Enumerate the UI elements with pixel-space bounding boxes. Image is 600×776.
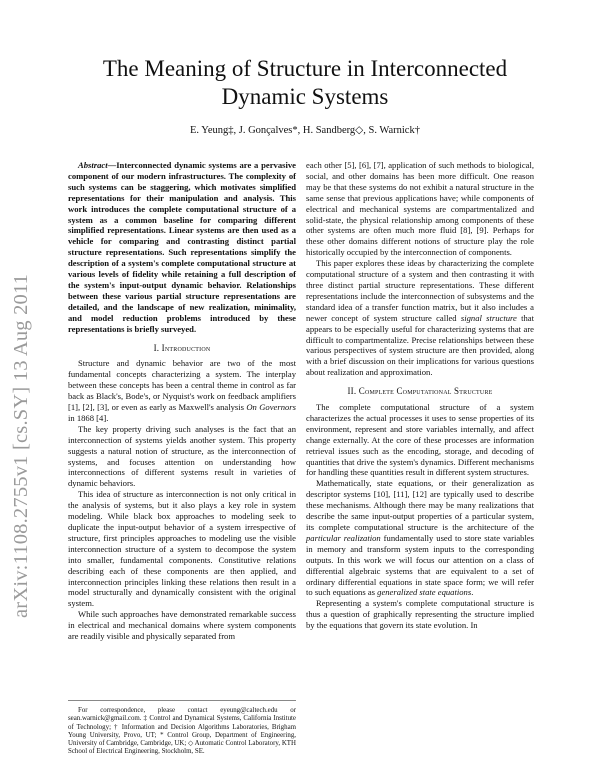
right-p2-italic: signal structure: [460, 312, 517, 323]
right-paragraph-3: The complete computational structure of a system characterizes the actual processes it uses to sense properties of its environment, represent and store variables internally, and affect change externally. At the core of these processes are information retrieval issues such as the encoding, storage, and decoding of quantities that drive the system's dynamics. Different mechanisms for handling these quantities result in different system structures.: [306, 402, 534, 478]
intro-paragraph-2: The key property driving such analyses is the fact that an interconnection of systems yields another system. This property suggests a natural notion of structure, as the interconnection of systems, and focuses attention on understanding how interconnections of different systems result in varieties of dynamic behaviors.: [68, 423, 296, 489]
right-paragraph-4: [306, 478, 534, 598]
right-p4-text: Mathematically, state equations, or their generalization as descriptor systems [10], [11], [12] are typically used to describe these mechanisms. Although there may be many realizations that describe the same input-output properties of a particular system, its complete computational structure is the architecture of the: [306, 478, 534, 532]
right-p2-text: This paper explores these ideas by characterizing the complete computational structure of a system and then contrasting it with three distinct partial structure representations. These different representations include the interconnection of subsystems and the standard idea of a transfer function matrix, but it also includes a newer concept of system structure called: [306, 258, 534, 323]
intro-paragraph-3: This idea of structure as interconnection is not only critical in the analysis of systems, but it also plays a key role in system modeling. While black box approaches to modeling seek to duplicate the input-output behavior of a system irrespective of structure, first principles approaches to modeling use the visible interconnection structure of a system to decompose the system into smaller, fundamental components. Constitutive relations describing each of these components are then applied, and interconnection principles linking these relations then result in a model structurally and dynamically consistent with the original system.: [68, 489, 296, 609]
right-column: [306, 160, 534, 631]
abstract-text: Interconnected dynamic systems are a pervasive component of our modern infrastructures. The complexity of such systems can be staggering, which motivates simplified representations for their manipulation and analysis. This work introduces the complete computational structure of a system as a common baseline for comparing different simplified representations. Linear systems are then used as a vehicle for comparing and contrasting distinct partial structure representations. Such representations simplify the description of a system's complete computational structure at various levels of fidelity while retaining a full description of the system's input-output dynamic behavior. Relationships between these various partial structure representations are detailed, and the landscape of new realization, minimality, and model reduction problems introduced by these representations is briefly surveyed.: [68, 160, 296, 334]
title-line-2: Dynamic Systems: [221, 84, 389, 109]
abstract-label: Abstract—: [78, 160, 117, 170]
section-heading-introduction: I. Introduction: [153, 342, 211, 353]
title-line-1: The Meaning of Structure in Interconnected: [102, 56, 508, 81]
footnote: [68, 700, 296, 757]
right-p2-text-end: that appears to be especially useful for characterizing systems that are difficult to compartmentalize. Precise relationships between these various perspectives of system structure are then provided, along with a brief discussion on their implications for various questions about realization and approximation.: [306, 312, 535, 378]
footnote-text: For correspondence, please contact eyeung@caltech.edu or sean.warnick@gmail.com. ‡ Control and Dynamical Systems, California Institute of Technology; † Information and Decision Algorithms Laboratories, Brigham Young University, Provo, UT; * Control Group, Department of Engineering, University of Cambridge, Cambridge, UK; ◇ Automatic Control Laboratory, KTH School of Electrical Engineering, Stockholm, SE.: [68, 707, 296, 756]
left-column: [68, 160, 296, 642]
right-p4-italic-2: generalized state equations: [377, 587, 472, 598]
arxiv-identifier-text: arXiv:1108.2755v1 [cs.SY] 13 Aug 2011: [10, 273, 32, 618]
section-heading-complete-computational-structure: II. Complete Computational Structure: [347, 386, 493, 397]
right-p4-text-end: .: [471, 587, 474, 598]
right-p4-text-mid: fundamentally used to store state variables in memory and transform system inputs to the corresponding outputs. In this work we will focus our attention on a class of differential algebraic systems that are equivalent to a set of ordinary differential equations in state space form; we will refer to such equations as: [306, 532, 534, 598]
intro-p1-text-end: in 1868 [4].: [68, 412, 109, 423]
author-list: E. Yeung‡, J. Gonçalves*, H. Sandberg◇, S. Warnick†: [190, 125, 420, 136]
arxiv-identifier: [6, 120, 36, 620]
right-paragraph-5: Representing a system's complete computational structure is thus a question of graphically representing the structure implied by the equations that govern its state evolution. In: [306, 598, 534, 631]
intro-p1-text: Structure and dynamic behavior are two of the most fundamental concepts characterizing a system. The interplay between these concepts has been a central theme in control as far back as Black's, Bode's, or Nyquist's work on feedback amplifiers [1], [2], [3], or even as early as Maxwell's analysis: [68, 358, 296, 413]
intro-p1-italic: On Governors: [246, 402, 296, 413]
intro-paragraph-1: [68, 358, 296, 423]
right-paragraph-1: each other [5], [6], [7], application of such methods to biological, social, and other domains has been more difficult. One reason may be that these systems do not exhibit a natural structure in the same sense that previous applications have; while components of electrical and mechanical systems are compartmentalized and solid-state, the physical relationship among components of these other systems are often much more fluid [8], [9]. Perhaps for these other domains different notions of structure play the role historically occupied by the interconnection of components.: [306, 160, 534, 258]
right-p4-italic: particular realization: [306, 532, 381, 543]
intro-paragraph-4: While such approaches have demonstrated remarkable success in electrical and mechanical domains where system components are readily visible and physically separated from: [68, 609, 296, 642]
abstract: [68, 160, 296, 335]
right-paragraph-2: [306, 258, 534, 378]
paper-title: [60, 55, 550, 111]
